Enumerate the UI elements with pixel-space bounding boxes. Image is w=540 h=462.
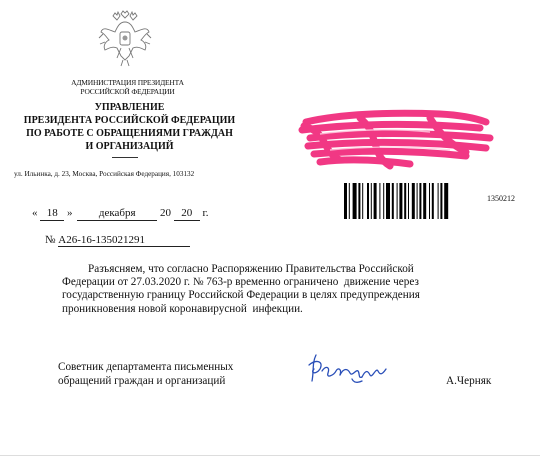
document-date — [32, 207, 209, 221]
dept-line-4: И ОРГАНИЗАЦИЙ — [85, 141, 174, 152]
barcode-bar — [344, 183, 347, 219]
date-year: 20 — [174, 207, 200, 221]
signatory-name: А.Черняк — [446, 375, 492, 387]
barcode-bar — [353, 183, 357, 219]
barcode-bar — [429, 183, 430, 219]
date-century: 20 — [160, 207, 171, 219]
dept-line-3: ПО РАБОТЕ С ОБРАЩЕНИЯМИ ГРАЖДАН — [26, 128, 233, 139]
admin-line-1: АДМИНИСТРАЦИЯ ПРЕЗИДЕНТА — [71, 78, 184, 87]
letter-body — [62, 263, 472, 316]
signatory-title-line-2: обращений граждан и организаций — [58, 374, 226, 387]
barcode-bar — [423, 183, 426, 219]
reference-value: А26-16-135021291 — [58, 234, 190, 247]
barcode-bar — [417, 183, 418, 219]
date-day: 18 — [40, 207, 64, 221]
reference-prefix: № — [45, 234, 56, 246]
date-open-quote: « — [32, 207, 38, 219]
body-line-1: Разъясняем, что согласно Распоряжению Правительства Российской — [88, 263, 414, 275]
date-suffix: г. — [202, 207, 209, 219]
barcode-bar — [362, 183, 363, 219]
body-line-4: проникновения новой коронавирусной инфекции. — [62, 302, 303, 315]
barcode — [344, 183, 482, 219]
barcode-bar — [404, 183, 406, 219]
dept-line-1: УПРАВЛЕНИЕ — [94, 102, 165, 113]
barcode-bar — [408, 183, 409, 219]
administration-header — [40, 78, 215, 96]
handwritten-signature — [306, 349, 388, 389]
sender-address: ул. Ильинка, д. 23, Москва, Российская Федерация, 103132 — [14, 170, 195, 178]
barcode-bar — [432, 183, 434, 219]
page-edge — [0, 455, 540, 456]
barcode-bar — [358, 183, 360, 219]
barcode-bar — [367, 183, 369, 219]
signatory-title-line-1: Советник департамента письменных — [58, 361, 234, 373]
barcode-bar — [392, 183, 394, 219]
admin-line-2: РОССИЙСКОЙ ФЕДЕРАЦИИ — [80, 87, 175, 96]
barcode-bar — [399, 183, 402, 219]
barcode-bar — [440, 183, 442, 219]
barcode-number: 1350212 — [487, 194, 515, 203]
redaction-scribble — [290, 104, 500, 176]
barcode-bar — [438, 183, 439, 219]
barcode-bar — [371, 183, 372, 219]
barcode-bar — [379, 183, 380, 219]
barcode-bar — [349, 183, 350, 219]
dept-line-2: ПРЕЗИДЕНТА РОССИЙСКОЙ ФЕДЕРАЦИИ — [23, 115, 236, 126]
barcode-bar — [386, 183, 390, 219]
barcode-bar — [374, 183, 377, 219]
barcode-bar — [397, 183, 398, 219]
reference-number — [45, 234, 190, 247]
department-divider — [112, 157, 138, 158]
body-line-3: государственную границу Российской Федерации в целях предупреждения — [62, 289, 420, 302]
body-line-2: Федерации от 27.03.2020 г. № 763-р временно ограничено движение через — [62, 276, 419, 289]
department-header — [22, 101, 237, 153]
coat-of-arms-icon — [97, 8, 153, 70]
signatory-title — [58, 361, 258, 388]
barcode-bar — [419, 183, 421, 219]
barcode-bar — [444, 183, 448, 219]
date-close-quote: » — [67, 207, 73, 219]
barcode-bar — [412, 183, 415, 219]
barcode-bar — [383, 183, 384, 219]
date-month: декабря — [77, 207, 157, 221]
